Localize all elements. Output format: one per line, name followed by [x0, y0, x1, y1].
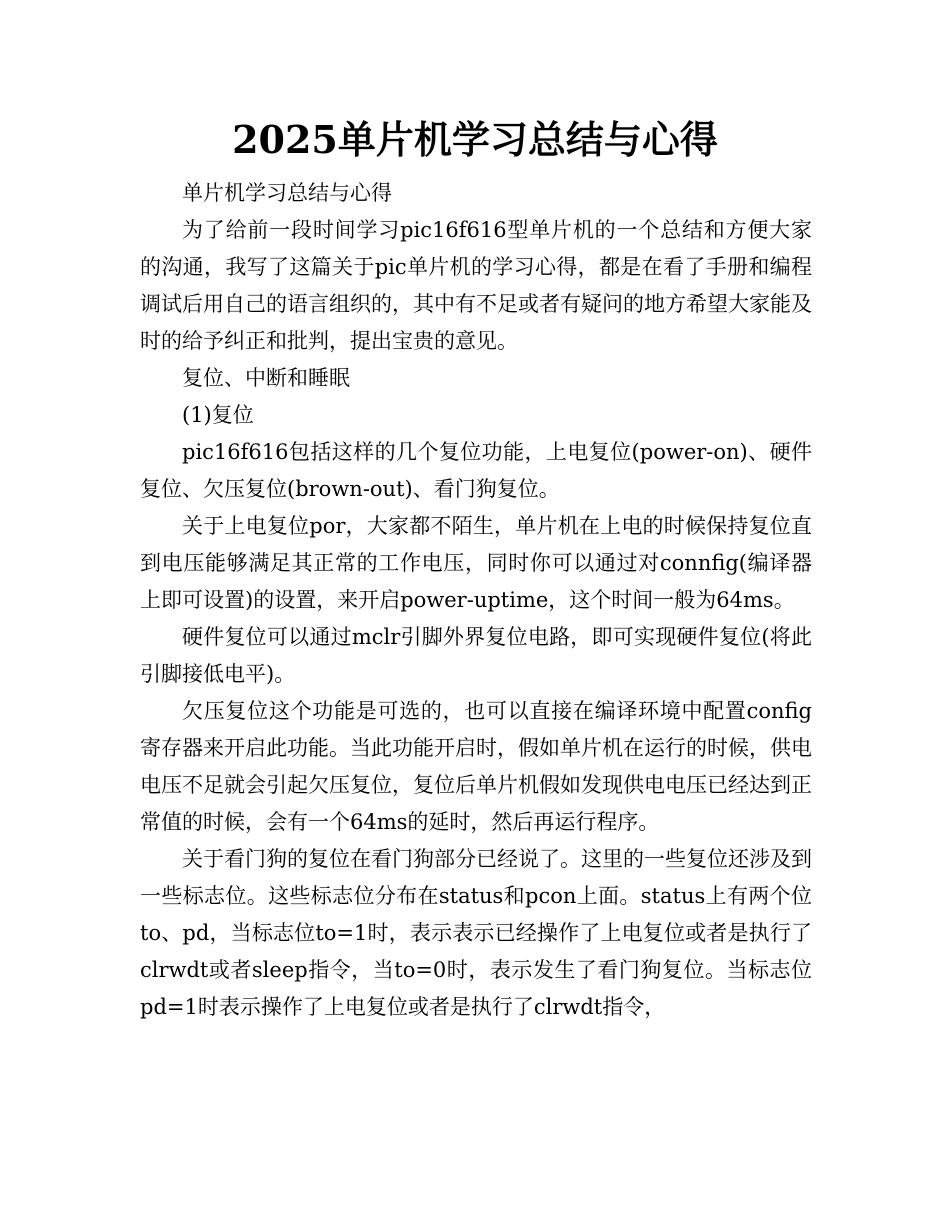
- paragraph-hardware-reset: 硬件复位可以通过mclr引脚外界复位电路，即可实现硬件复位(将此引脚接低电平)。: [140, 625, 812, 686]
- paragraph-subtitle: 单片机学习总结与心得: [182, 181, 392, 205]
- document-body: [140, 175, 812, 1026]
- paragraph-reset-types: pic16f616包括这样的几个复位功能，上电复位(power-on)、硬件复位、欠压复位(brown-out)、看门狗复位。: [140, 440, 812, 501]
- paragraph-watchdog-reset: 关于看门狗的复位在看门狗部分已经说了。这里的一些复位还涉及到一些标志位。这些标志位分布在status和pcon上面。status上有两个位to、pd，当标志位to=1时，表示表示已经操作了上电复位或者是执行了clrwdt或者sleep指令，当to=0时，表示发生了看门狗复位。当标志位pd=1时表示操作了上电复位或者是执行了clrwdt指令，: [140, 847, 812, 1019]
- paragraph-power-on-reset: 关于上电复位por，大家都不陌生，单片机在上电的时候保持复位直到电压能够满足其正常的工作电压，同时你可以通过对connfig(编译器上即可设置)的设置，来开启power-uptime，这个时间一般为64ms。: [140, 514, 812, 612]
- section-heading: 复位、中断和睡眠: [182, 366, 350, 390]
- subsection-heading: (1)复位: [182, 403, 254, 427]
- paragraph-intro: 为了给前一段时间学习pic16f616型单片机的一个总结和方便大家的沟通，我写了这篇关于pic单片机的学习心得，都是在看了手册和编程调试后用自己的语言组织的，其中有不足或者有疑问的地方希望大家能及时的给予纠正和批判，提出宝贵的意见。: [140, 218, 812, 353]
- paragraph-brown-out-reset: 欠压复位这个功能是可选的，也可以直接在编译环境中配置config寄存器来开启此功能。当此功能开启时，假如单片机在运行的时候，供电电压不足就会引起欠压复位，复位后单片机假如发现供电电压已经达到正常值的时候，会有一个64ms的延时，然后再运行程序。: [140, 699, 812, 834]
- document-title: 2025单片机学习总结与心得: [232, 117, 718, 162]
